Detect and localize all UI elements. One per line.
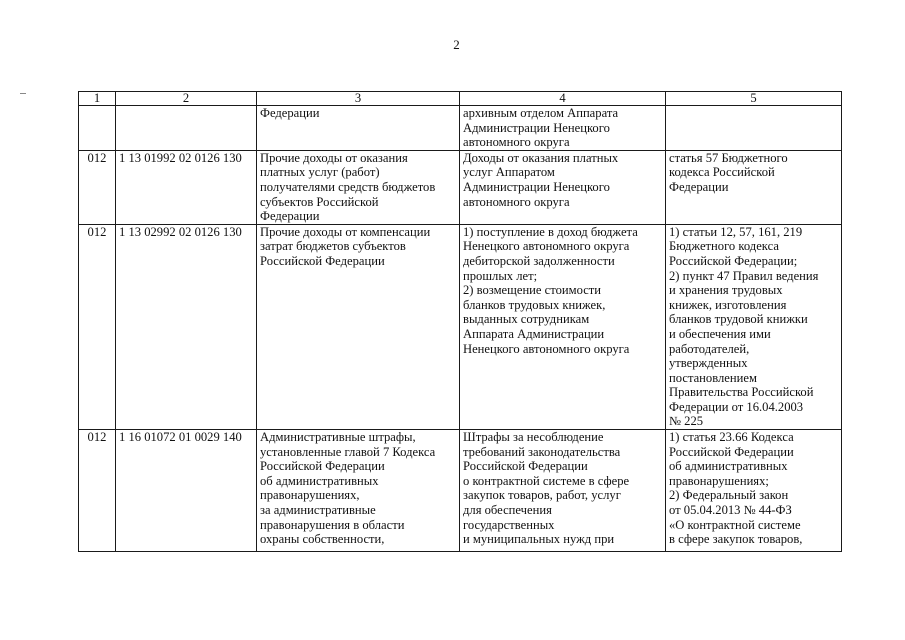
cell-line: кодекса Российской [669,165,775,180]
cell-line: Штрафы за несоблюдение [463,430,604,445]
column-number: 5 [666,92,842,106]
revenue-name-cell [257,150,460,224]
cell-line: бланков трудовых книжек, [463,297,606,312]
cell-line: Российской Федерации [260,253,385,268]
cell-line: бланков трудовой книжки [669,312,808,327]
cell-line: правонарушениях, [260,488,360,503]
cell-line: 1) статьи 12, 57, 161, 219 [669,224,803,239]
cell-line: Федерации от 16.04.2003 [669,399,804,414]
cell-line: Правительства Российской [669,385,814,400]
cell-line: требований законодательства [463,444,621,459]
cell-line: Федерации [669,179,729,194]
cell-line: охраны собственности, [260,532,385,547]
revenue-description-cell [460,150,666,224]
cell-line: Российской Федерации [260,459,385,474]
cell-line: Администрации Ненецкого [463,179,610,194]
cell-line: статья 57 Бюджетного [669,150,788,165]
table-row [79,224,842,429]
legal-basis-cell [666,150,842,224]
legal-basis-cell [666,430,842,552]
cell-line: Прочие доходы от оказания [260,150,408,165]
cell-line: субъектов Российской [260,194,379,209]
revenue-codes-table [78,91,842,552]
legal-basis-cell [666,106,842,151]
cell-line: 1) поступление в доход бюджета [463,224,638,239]
cell-line: автономного округа [463,135,570,150]
column-number: 2 [116,92,257,106]
cell-line: в сфере закупок товаров, [669,532,803,547]
cell-line: № 225 [669,414,704,429]
cell-line: и хранения трудовых [669,283,783,298]
cell-line: затрат бюджетов субъектов [260,239,406,254]
cell-line: автономного округа [463,194,570,209]
legal-basis-cell [666,224,842,429]
cell-line: установленные главой 7 Кодекса [260,444,436,459]
column-number-row [79,92,842,106]
cell-line: архивным отделом Аппарата [463,106,619,120]
kbk-code-cell: 1 16 01072 01 0029 140 [116,430,257,552]
kbk-code-cell: 1 13 02992 02 0126 130 [116,224,257,429]
revenue-description-cell [460,224,666,429]
cell-line: закупок товаров, работ, услуг [463,488,621,503]
revenue-name-cell [257,224,460,429]
cell-line: выданных сотрудникам [463,312,590,327]
kbk-code-cell [116,106,257,151]
column-number: 3 [257,92,460,106]
cell-line: дебиторской задолженности [463,253,615,268]
cell-line: и муниципальных нужд при [463,532,615,547]
cell-line: об административных [669,459,788,474]
cell-line: о контрактной системе в сфере [463,473,630,488]
cell-line: за административные [260,503,376,518]
cell-line: государственных [463,517,555,532]
cell-line: Российской Федерации [463,459,588,474]
cell-line: 2) возмещение стоимости [463,283,602,298]
cell-line: Ненецкого автономного округа [463,239,630,254]
table-row [79,106,842,151]
cell-line: работодателей, [669,341,750,356]
table-row [79,150,842,224]
cell-line: от 05.04.2013 № 44-ФЗ [669,503,792,518]
cell-line: услуг Аппаратом [463,165,555,180]
admin-code-cell: 012 [79,224,116,429]
cell-line: Российской Федерации [669,444,794,459]
cell-line: книжек, изготовления [669,297,787,312]
cell-line: правонарушениях; [669,473,769,488]
cell-line: получателями средств бюджетов [260,179,436,194]
cell-line: прошлых лет; [463,268,538,283]
cell-line: Администрации Ненецкого [463,120,610,135]
cell-line: «О контрактной системе [669,517,801,532]
margin-mark [20,93,26,94]
admin-code-cell [79,106,116,151]
cell-line: Ненецкого автономного округа [463,341,630,356]
cell-line: Аппарата Администрации [463,326,605,341]
column-number: 4 [460,92,666,106]
cell-line: Прочие доходы от компенсации [260,224,431,239]
cell-line: платных услуг (работ) [260,165,380,180]
revenue-description-cell [460,430,666,552]
admin-code-cell: 012 [79,150,116,224]
revenue-name-cell [257,430,460,552]
kbk-code-cell: 1 13 01992 02 0126 130 [116,150,257,224]
cell-line: Бюджетного кодекса [669,239,779,254]
cell-line: утвержденных [669,356,748,371]
column-number: 1 [79,92,116,106]
cell-line: Федерации [260,209,320,224]
cell-line: 2) Федеральный закон [669,488,789,503]
cell-line: постановлением [669,370,757,385]
cell-line: об административных [260,473,379,488]
cell-line: 2) пункт 47 Правил ведения [669,268,819,283]
cell-line: для обеспечения [463,503,552,518]
cell-line: Российской Федерации; [669,253,798,268]
cell-line: Доходы от оказания платных [463,150,619,165]
cell-line: Административные штрафы, [260,430,416,445]
revenue-name-cell [257,106,460,151]
page-number: 2 [453,37,460,52]
cell-line: 1) статья 23.66 Кодекса [669,430,794,445]
table-row [79,430,842,552]
cell-line: правонарушения в области [260,517,405,532]
cell-line: Федерации [260,106,320,120]
admin-code-cell: 012 [79,430,116,552]
cell-line: и обеспечения ими [669,326,771,341]
revenue-description-cell [460,106,666,151]
